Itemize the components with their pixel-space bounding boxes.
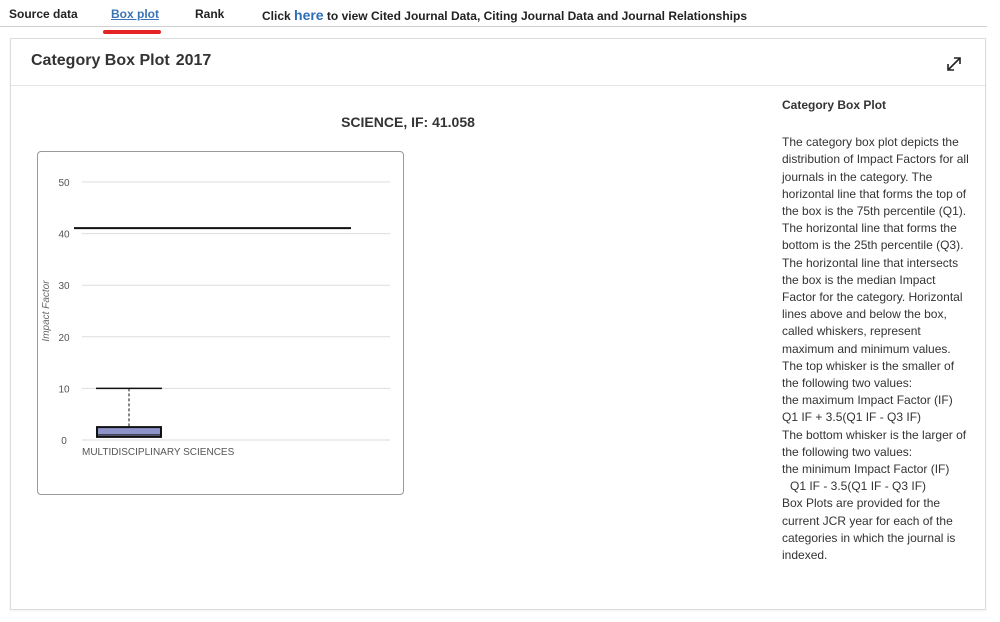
tab-source-data[interactable]: Source data bbox=[9, 7, 78, 21]
description-line: The category box plot depicts the distribution of Impact Factors for all journals in the category. The horizontal line that forms the top of the box is the 75th percentile (Q1). The horizontal line that forms the bottom is the 25th percentile (Q3). The horizontal line that intersects the box is the median Impact Factor for the category. Horizontal lines above and below the box, called whiskers, represent maximum and minimum values. bbox=[782, 135, 969, 356]
note-prefix: Click bbox=[262, 9, 295, 23]
active-tab-indicator bbox=[103, 30, 161, 34]
description-title: Category Box Plot bbox=[782, 98, 887, 112]
description-line: The bottom whisker is the larger of the following two values: bbox=[782, 427, 967, 459]
panel-title-text: Category Box Plot bbox=[31, 52, 170, 69]
description-body bbox=[782, 134, 972, 564]
description-line: Q1 IF + 3.5(Q1 IF - Q3 IF) bbox=[782, 410, 922, 425]
description-line: the maximum Impact Factor (IF) bbox=[782, 393, 953, 408]
box-plot-panel bbox=[10, 38, 986, 610]
box-plot-chart bbox=[38, 152, 405, 496]
y-tick-label: 50 bbox=[58, 178, 70, 189]
panel-year: 2017 bbox=[175, 52, 212, 69]
expand-arrows-icon[interactable] bbox=[945, 55, 963, 73]
description-line: Box Plots are provided for the current JCR year for each of the categories in which the journal is indexed. bbox=[782, 496, 956, 563]
y-tick-label: 10 bbox=[58, 384, 70, 396]
description-panel bbox=[782, 97, 972, 564]
relationships-note bbox=[262, 7, 747, 23]
description-line: the minimum Impact Factor (IF) bbox=[782, 462, 950, 477]
panel-title bbox=[31, 52, 211, 70]
y-axis-label: Impact Factor bbox=[41, 280, 52, 342]
y-tick-label: 40 bbox=[58, 229, 70, 241]
box-iqr bbox=[97, 427, 161, 437]
here-link[interactable]: here bbox=[294, 7, 324, 23]
panel-header bbox=[11, 39, 985, 86]
description-line: Q1 IF - 3.5(Q1 IF - Q3 IF) bbox=[790, 479, 927, 494]
tab-bar bbox=[0, 0, 987, 27]
tab-box-plot[interactable]: Box plot bbox=[111, 7, 159, 21]
y-tick-label: 20 bbox=[58, 332, 70, 344]
chart-title: SCIENCE, IF: 41.058 bbox=[341, 114, 475, 130]
category-label: MULTIDISCIPLINARY SCIENCES bbox=[82, 447, 235, 458]
y-tick-label: 30 bbox=[58, 281, 70, 293]
y-tick-label: 0 bbox=[61, 436, 67, 447]
tab-rank[interactable]: Rank bbox=[195, 7, 225, 21]
chart-frame bbox=[37, 151, 404, 495]
description-line: The top whisker is the smaller of the following two values: bbox=[782, 358, 955, 391]
note-suffix: to view Cited Journal Data, Citing Journal Data and Journal Relationships bbox=[323, 9, 747, 23]
